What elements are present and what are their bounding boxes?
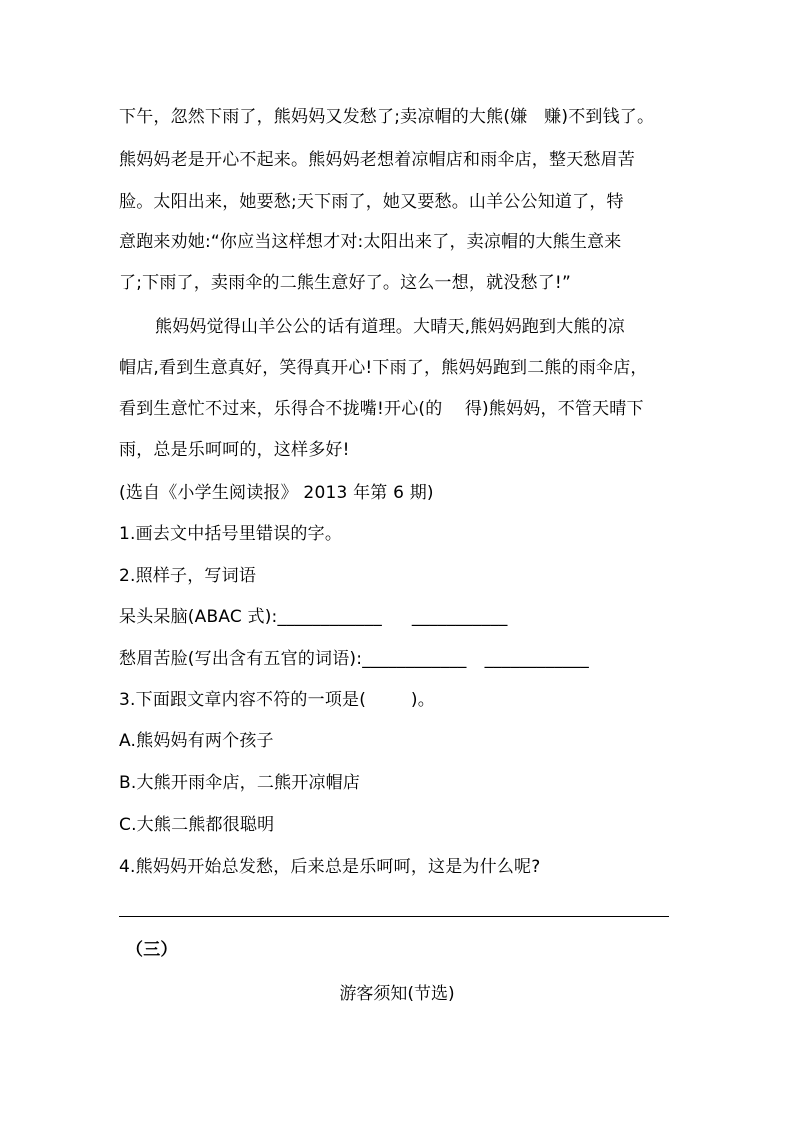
- passage-line-6: 熊妈妈觉得山羊公公的话有道理。大晴天,熊妈妈跑到大熊的凉: [155, 317, 626, 337]
- answer-blank[interactable]: ___________: [411, 607, 508, 627]
- section-3-label: （三）: [126, 940, 178, 960]
- question-3-option-a: A.熊妈妈有两个孩子: [119, 731, 274, 751]
- passage-line-5: 了;下雨了，卖雨伞的二熊生意好了。这么一想，就没愁了!”: [119, 273, 571, 293]
- question-3-option-b: B.大熊开雨伞店，二熊开凉帽店: [119, 773, 361, 793]
- question-4: 4.熊妈妈开始总发愁，后来总是乐呵呵，这是为什么呢?: [119, 857, 541, 877]
- passage-line-4: 意跑来劝她:“你应当这样想才对:太阳出来了，卖凉帽的大熊生意来: [119, 232, 622, 252]
- answer-blank[interactable]: ____________: [362, 649, 467, 669]
- passage-source: (选自《小学生阅读报》 2013 年第 6 期): [119, 483, 434, 503]
- question-2: 2.照样子，写词语: [119, 566, 257, 586]
- answer-blank[interactable]: ____________: [484, 649, 590, 669]
- question-2-item-2-label: 愁眉苦脸(写出含有五官的词语):: [119, 649, 363, 669]
- question-3-option-c: C.大熊二熊都很聪明: [119, 815, 275, 835]
- question-1: 1.画去文中括号里错误的字。: [119, 524, 343, 544]
- passage-line-3: 脸。太阳出来，她要愁;天下雨了，她又要愁。山羊公公知道了，特: [119, 192, 624, 212]
- answer-blank[interactable]: ____________: [277, 607, 382, 627]
- passage-line-9: 雨，总是乐呵呵的，这样多好!: [119, 440, 350, 460]
- question-2-item-1-label: 呆头呆脑(ABAC 式):: [119, 607, 278, 627]
- answer-line[interactable]: [119, 916, 669, 917]
- passage-line-1: 下午，忽然下雨了，熊妈妈又发愁了;卖凉帽的大熊(嫌 赚)不到钱了。: [119, 107, 655, 127]
- section-3-title: 游客须知(节选): [339, 984, 455, 1004]
- passage-line-7: 帽店,看到生意真好，笑得真开心!下雨了，熊妈妈跑到二熊的雨伞店，: [119, 358, 648, 378]
- question-3: 3.下面跟文章内容不符的一项是( )。: [119, 690, 435, 710]
- passage-line-2: 熊妈妈老是开心不起来。熊妈妈老想着凉帽店和雨伞店，整天愁眉苦: [119, 150, 635, 170]
- question-2-item-2: [119, 647, 589, 671]
- question-2-item-1: [119, 605, 508, 629]
- passage-line-8: 看到生意忙不过来，乐得合不拢嘴!开心(的 得)熊妈妈，不管天晴下: [119, 399, 644, 419]
